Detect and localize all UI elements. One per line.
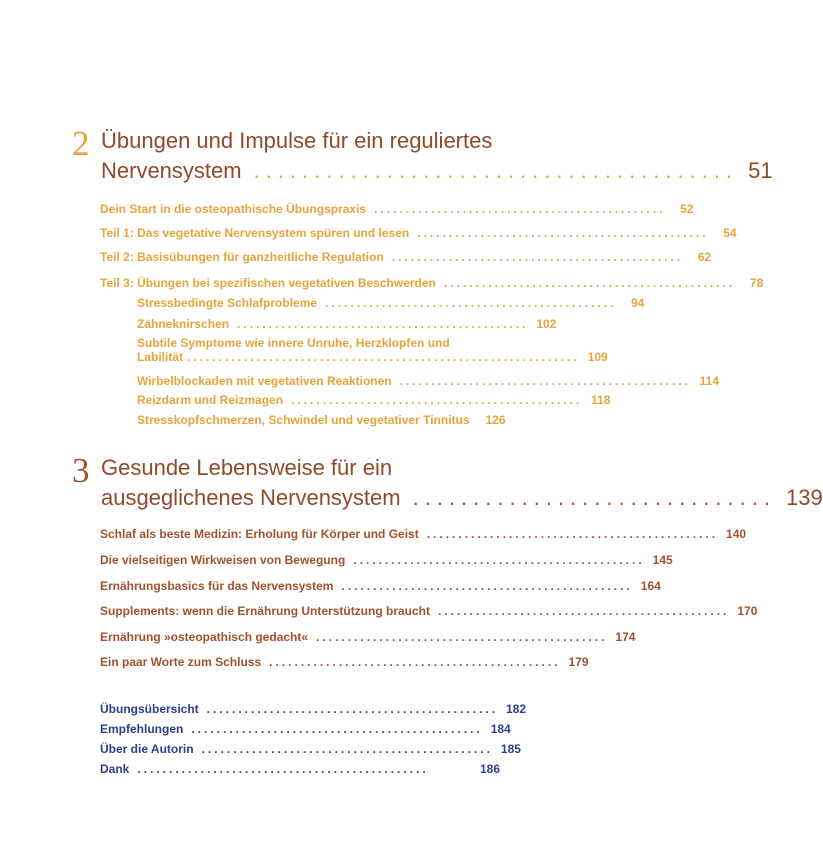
toc-entry[interactable]: Empfehlungen .............................................. 184 [100, 722, 511, 736]
chapter-2-page[interactable]: 51 [748, 158, 773, 183]
dot-leader: .............................. [412, 485, 776, 510]
dot-leader: .............................................. [353, 553, 645, 567]
toc-entry[interactable]: Ernährung »osteopathisch gedacht« .............................................. 174 [100, 630, 636, 644]
toc-entry[interactable]: Ernährungsbasics für das Nervensystem .............................................. 164 [100, 579, 661, 593]
toc-subentry[interactable]: Wirbelblockaden mit vegetativen Reaktionen .............................................. 114 [137, 374, 719, 388]
toc-entry[interactable]: Teil 2: Basisübungen für ganzheitliche Regulation .............................................. 62 [100, 250, 712, 264]
chapter-3-page[interactable]: 139 [785, 485, 823, 510]
chapter-2-number: 2 [72, 124, 90, 163]
chapter-3-heading [72, 451, 823, 517]
dot-leader: .............................................. [291, 393, 583, 407]
toc-subentry[interactable]: Reizdarm und Reizmagen .............................................. 118 [137, 393, 611, 407]
dot-leader: .............................................. [316, 630, 608, 644]
dot-leader: .............................................. [201, 742, 493, 756]
dot-leader: .............................................. [206, 702, 499, 716]
dot-leader: .............................................. [438, 604, 730, 618]
dot-leader: ........................................ [253, 158, 739, 183]
toc-entry[interactable]: Teil 3: Übungen bei spezifischen vegetativen Beschwerden .............................................. 78 [100, 276, 764, 290]
dot-leader: .............................................. [426, 527, 719, 541]
chapter-2-title-line2: Nervensystem [101, 158, 242, 183]
toc-entry[interactable]: Ein paar Worte zum Schluss .............................................. 179 [100, 655, 589, 669]
dot-leader: .............................................. [391, 250, 684, 264]
dot-leader: .............................................................. [187, 350, 580, 364]
toc-entry[interactable]: Über die Autorin .............................................. 185 [100, 742, 521, 756]
toc-subentry[interactable]: Subtile Symptome wie innere Unruhe, Herzklopfen und Labilität .............................................................. 109 [137, 336, 608, 364]
dot-leader: .............................................. [191, 722, 483, 736]
toc-entry[interactable]: Teil 1: Das vegetative Nervensystem spüren und lesen .............................................. 54 [100, 226, 737, 240]
dot-leader: .............................................. [137, 762, 429, 776]
chapter-3-title-line2: ausgeglichenes Nervensystem [101, 485, 401, 510]
dot-leader: .............................................. [325, 296, 617, 310]
dot-leader: .............................................. [443, 276, 736, 290]
chapter-3-title-line1: Gesunde Lebensweise für ein [101, 455, 393, 480]
toc-entry[interactable]: Dank .............................................. 186 [100, 762, 500, 776]
dot-leader: .............................................. [417, 226, 709, 240]
dot-leader: .............................................. [341, 579, 633, 593]
toc-entry[interactable]: Die vielseitigen Wirkweisen von Bewegung .............................................. 145 [100, 553, 673, 567]
dot-leader: .............................................. [237, 317, 529, 331]
toc-subentry[interactable]: Stresskopfschmerzen, Schwindel und vegetativer Tinnitus 126 [137, 413, 506, 427]
dot-leader: .............................................. [399, 374, 691, 388]
toc-entry[interactable]: Dein Start in die osteopathische Übungspraxis .............................................. 52 [100, 202, 694, 216]
dot-leader: .............................................. [269, 655, 561, 669]
chapter-2-title [101, 126, 773, 186]
chapter-2-title-line1: Übungen und Impulse für ein reguliertes [101, 128, 493, 153]
chapter-3-title [101, 453, 823, 513]
chapter-3-number: 3 [72, 451, 90, 490]
dot-leader: .............................................. [374, 202, 666, 216]
toc-entry[interactable]: Schlaf als beste Medizin: Erholung für Körper und Geist .............................................. 140 [100, 527, 747, 541]
toc-subentry[interactable]: Zähneknirschen .............................................. 102 [137, 317, 557, 331]
toc-entry[interactable]: Supplements: wenn die Ernährung Unterstützung braucht .............................................. 170 [100, 604, 758, 618]
toc-subentry[interactable]: Stressbedingte Schlafprobleme .............................................. 94 [137, 296, 645, 310]
chapter-2-heading [72, 124, 773, 190]
toc-entry[interactable]: Übungsübersicht .............................................. 182 [100, 702, 527, 716]
